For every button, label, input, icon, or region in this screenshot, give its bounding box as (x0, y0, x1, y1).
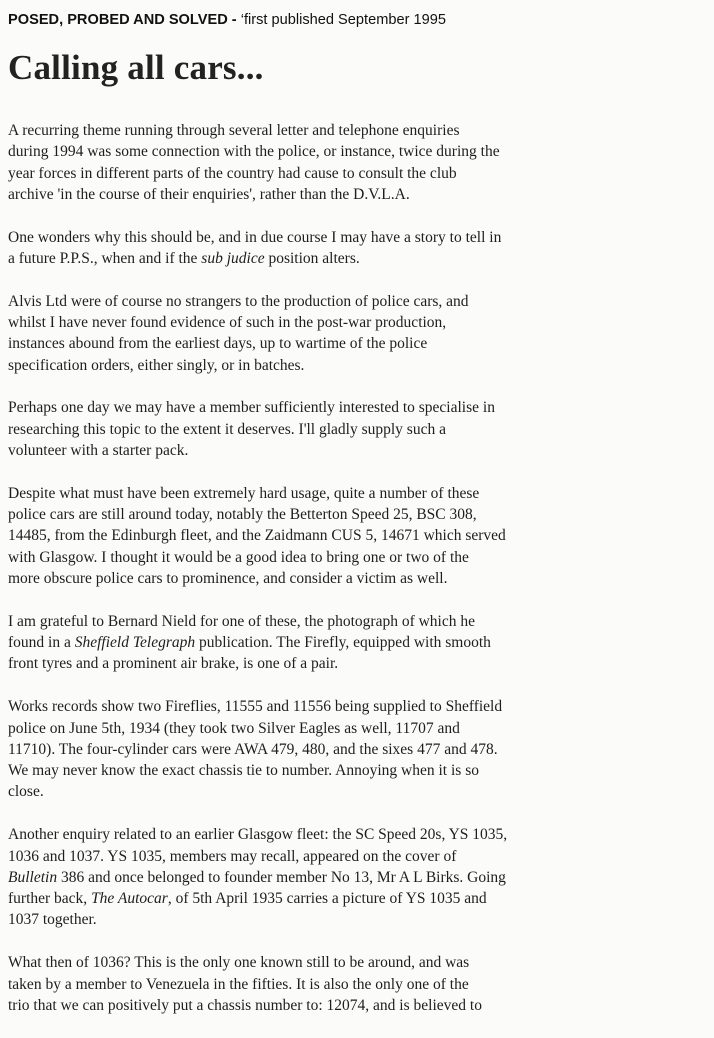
paragraph-3 (8, 291, 708, 376)
italic-term: Bulletin (8, 868, 58, 886)
text-line: 14485, from the Edinburgh fleet, and the Zaidmann CUS 5, 14671 which served (8, 527, 506, 545)
paragraph-6 (8, 611, 708, 675)
text-line (8, 248, 708, 269)
text-line (8, 632, 708, 653)
text-line: whilst I have never found evidence of such in the post-war production, (8, 314, 447, 332)
text-line: 1036 and 1037. YS 1035, members may recall, appeared on the cover of (8, 847, 457, 865)
text-segment: further back, (8, 890, 92, 908)
paragraph-7 (8, 696, 708, 802)
text-line: I am grateful to Bernard Nield for one of these, the photograph of which he (8, 612, 475, 630)
text-line: A recurring theme running through several letter and telephone enquiries (8, 122, 460, 139)
text-line: with Glasgow. I thought it would be a good idea to bring one or two of the (8, 548, 469, 566)
text-line: taken by a member to Venezuela in the fifties. It is also the only one of the (8, 975, 469, 993)
italic-term: Sheffield Telegraph (74, 634, 196, 652)
text-line: police cars are still around today, notably the Betterton Speed 25, BSC 308, (8, 506, 477, 524)
paragraph-2 (8, 227, 708, 270)
text-line: Works records show two Fireflies, 11555 and 11556 being supplied to Sheffield (8, 698, 503, 716)
text-line: close. (8, 783, 44, 801)
text-segment: 386 and once belonged to founder member No 13, Mr A L Birks. Going (57, 868, 506, 886)
paragraph-5 (8, 483, 708, 589)
text-segment: found in a (8, 634, 75, 652)
paragraph-4 (8, 397, 708, 461)
text-line: Alvis Ltd were of course no strangers to the production of police cars, and (8, 292, 469, 310)
text-line: What then of 1036? This is the only one known still to be around, and was (8, 954, 470, 972)
text-line: researching this topic to the extent it deserves. I'll gladly supply such a (8, 420, 446, 438)
paragraph-1 (8, 120, 708, 205)
text-line (8, 867, 708, 888)
text-line: police on June 5th, 1934 (they took two Silver Eagles as well, 11707 and (8, 719, 460, 737)
text-segment: a future P.P.S., when and if the (8, 249, 202, 267)
text-line: Despite what must have been extremely hard usage, quite a number of these (8, 484, 480, 502)
text-line: instances abound from the earliest days, up to wartime of the police (8, 335, 428, 353)
text-line: specification orders, either singly, or in batches. (8, 356, 305, 374)
text-line: more obscure police cars to prominence, and consider a victim as well. (8, 570, 448, 588)
text-line: trio that we can positively put a chassis number to: 12074, and is believed to (8, 996, 482, 1014)
text-line: front tyres and a prominent air brake, is one of a pair. (8, 655, 339, 673)
series-title: POSED, PROBED AND SOLVED - (8, 12, 241, 28)
text-line: year forces in different parts of the country had cause to consult the club (8, 164, 457, 182)
text-segment: position alters. (264, 249, 360, 267)
text-line: 11710). The four-cylinder cars were AWA 479, 480, and the sixes 477 and 478. (8, 740, 498, 758)
paragraph-9 (8, 952, 708, 1016)
text-line: volunteer with a starter pack. (8, 442, 189, 460)
text-line (8, 888, 708, 909)
text-line: Another enquiry related to an earlier Glasgow fleet: the SC Speed 20s, YS 1035, (8, 826, 508, 844)
text-line: archive 'in the course of their enquiries', rather than the D.V.L.A. (8, 185, 410, 203)
italic-term: The Autocar (91, 890, 168, 908)
text-line: 1037 together. (8, 911, 97, 929)
text-segment: publication. The Firefly, equipped with smooth (195, 634, 491, 652)
article-body (8, 120, 708, 1038)
text-line: One wonders why this should be, and in due course I may have a story to tell in (8, 228, 502, 246)
text-line: during 1994 was some connection with the police, or instance, twice during the (8, 143, 500, 161)
text-line: We may never know the exact chassis tie to number. Annoying when it is so (8, 762, 479, 780)
italic-term: sub judice (201, 249, 265, 267)
text-line: Perhaps one day we may have a member sufficiently interested to specialise in (8, 399, 495, 417)
text-segment: , of 5th April 1935 carries a picture of YS 1035 and (167, 890, 487, 908)
publication-note: ‘first published September 1995 (240, 12, 446, 28)
page-header (8, 12, 446, 28)
paragraph-8 (8, 824, 708, 930)
article-title: Calling all cars... (8, 48, 264, 87)
